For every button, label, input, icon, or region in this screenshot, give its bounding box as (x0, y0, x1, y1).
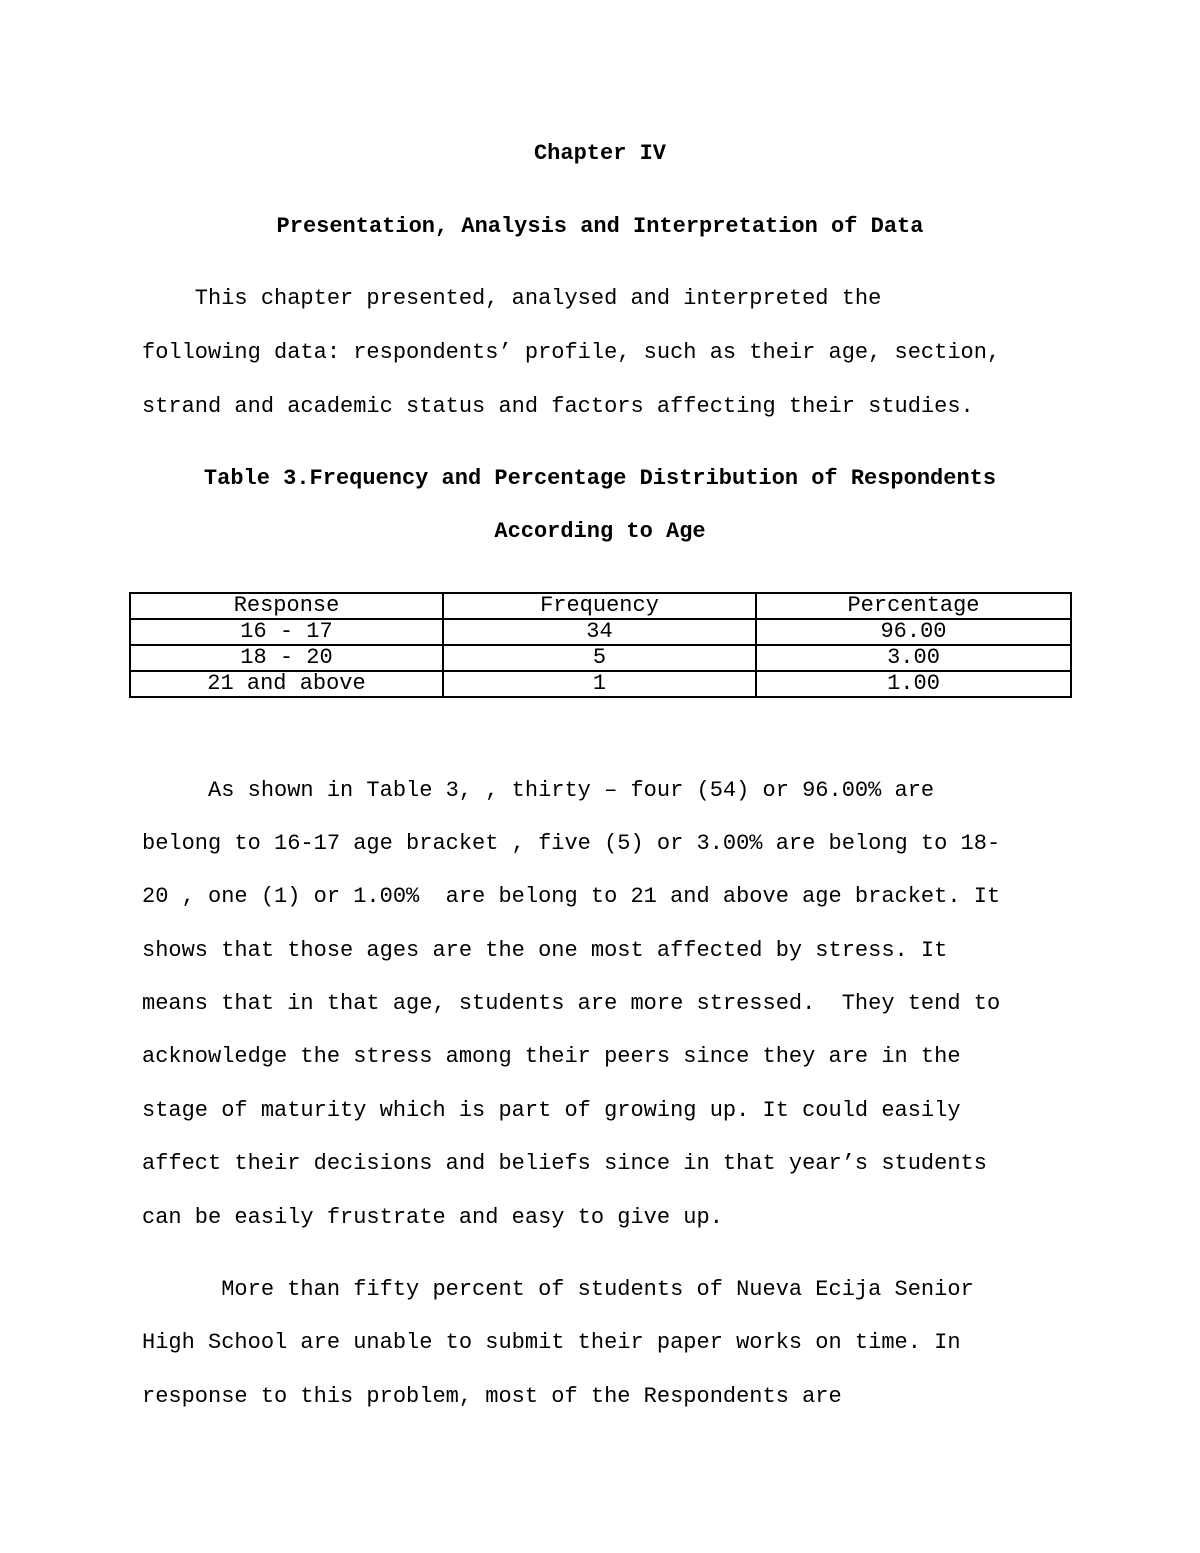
table-cell: 96.00 (756, 619, 1071, 645)
analysis-line: As shown in Table 3, , thirty – four (54) or 96.00% are (142, 778, 935, 803)
table-caption: Table 3.Frequency and Percentage Distribution of Respondents (203, 466, 997, 491)
table-cell: 18 - 20 (130, 645, 443, 671)
table-cell: 1 (443, 671, 756, 697)
table-cell: 21 and above (130, 671, 443, 697)
table-cell: 16 - 17 (130, 619, 443, 645)
section-title: Presentation, Analysis and Interpretation of Data (276, 214, 924, 239)
table-cell: 1.00 (756, 671, 1071, 697)
intro-line: strand and academic status and factors affecting their studies. (142, 394, 974, 419)
closing-line: More than fifty percent of students of Nueva Ecija Senior (142, 1277, 974, 1302)
analysis-line: 20 , one (1) or 1.00% are belong to 21 and above age bracket. It (142, 884, 1001, 909)
intro-line: following data: respondents’ profile, such as their age, section, (142, 340, 1001, 365)
table-header-cell: Frequency (443, 593, 756, 619)
closing-line: High School are unable to submit their paper works on time. In (142, 1330, 961, 1355)
table-cell: 34 (443, 619, 756, 645)
table-cell: 5 (443, 645, 756, 671)
table-caption: According to Age (494, 519, 706, 544)
table-cell: 3.00 (756, 645, 1071, 671)
age-distribution-table (129, 592, 1072, 698)
chapter-title: Chapter IV (533, 141, 667, 166)
analysis-line: can be easily frustrate and easy to give up. (142, 1205, 723, 1230)
analysis-line: acknowledge the stress among their peers since they are in the (142, 1044, 961, 1069)
table-header-cell: Percentage (756, 593, 1071, 619)
table-header-row (130, 593, 1071, 619)
analysis-line: means that in that age, students are more stressed. They tend to (142, 991, 1001, 1016)
table-row (130, 645, 1071, 671)
table-row (130, 671, 1071, 697)
closing-line: response to this problem, most of the Respondents are (142, 1384, 842, 1409)
intro-line: This chapter presented, analysed and interpreted the (142, 286, 882, 311)
table-row (130, 619, 1071, 645)
analysis-line: belong to 16-17 age bracket , five (5) or 3.00% are belong to 18- (142, 831, 1001, 856)
analysis-line: affect their decisions and beliefs since in that year’s students (142, 1151, 987, 1176)
analysis-line: stage of maturity which is part of growing up. It could easily (142, 1098, 961, 1123)
analysis-line: shows that those ages are the one most affected by stress. It (142, 938, 948, 963)
table-header-cell: Response (130, 593, 443, 619)
